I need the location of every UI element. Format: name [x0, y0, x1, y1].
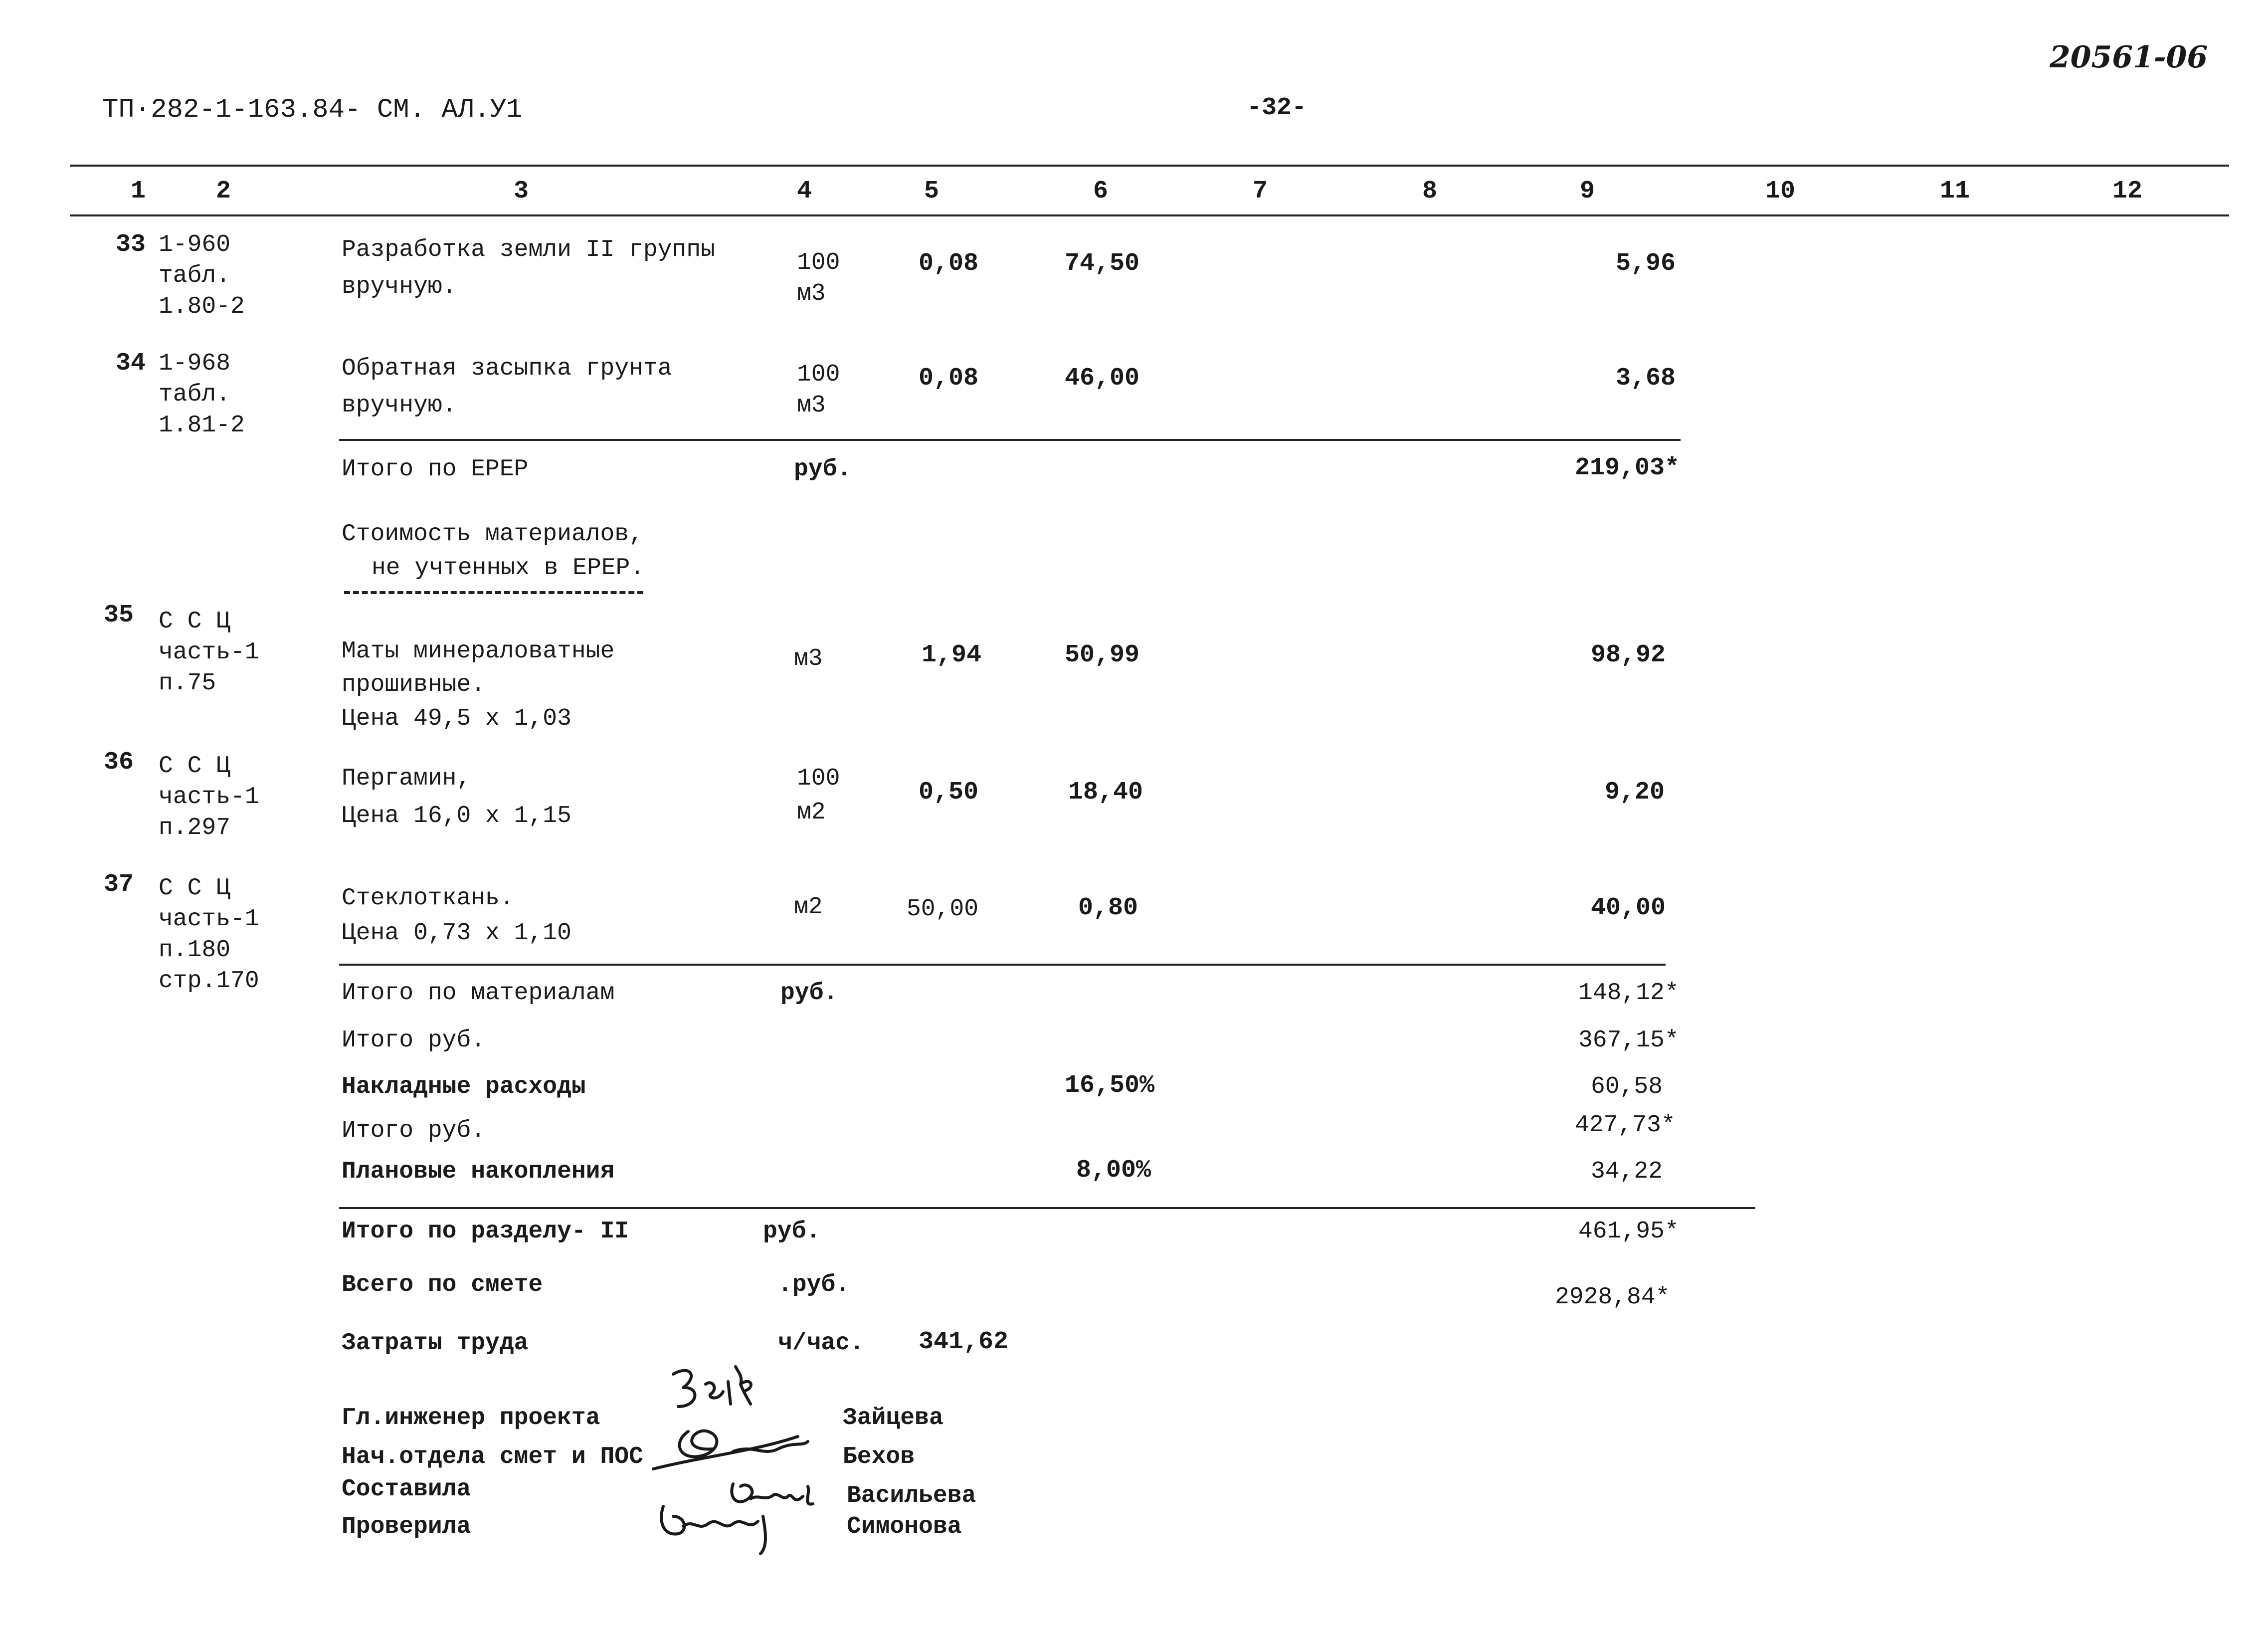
summary-label: Плановые накопления: [342, 1158, 615, 1185]
subtotal-erer-total: 219,03*: [1575, 454, 1680, 482]
table-row-total: 98,92: [1591, 641, 1666, 669]
summary-pct: 8,00%: [1076, 1156, 1151, 1185]
signature-simonova: [661, 1506, 765, 1554]
table-row-ref: С С Ц: [159, 608, 231, 635]
table-row-qty: 50,00: [907, 896, 979, 923]
table-row-total: 3,68: [1616, 364, 1676, 393]
signature-role: Гл.инженер проекта: [342, 1405, 600, 1432]
table-row-total: 5,96: [1616, 249, 1676, 278]
section-total-total: 461,95*: [1578, 1218, 1679, 1245]
materials-heading: Стоимость материалов,: [342, 521, 643, 548]
table-row-total: 9,20: [1605, 778, 1665, 807]
table-row-ref: табл.: [159, 381, 231, 408]
table-row-name: Обратная засыпка грунта: [342, 355, 672, 382]
table-row-ref: п.75: [159, 670, 216, 697]
table-row-name: Цена 16,0 х 1,15: [342, 803, 571, 829]
table-row-unit: м2: [797, 799, 826, 826]
summary-pct: 16,50%: [1065, 1071, 1155, 1100]
section-total-rule: [339, 1207, 1755, 1209]
table-row-ref: стр.170: [159, 968, 259, 995]
col-header-12: 12: [2112, 177, 2143, 205]
summary-total: 148,12*: [1578, 980, 1679, 1007]
table-row-total: 40,00: [1591, 894, 1666, 922]
summary-total: 427,73*: [1575, 1112, 1676, 1139]
table-row-ref: 1-960: [159, 231, 231, 258]
summary-total: 34,22: [1591, 1158, 1663, 1185]
labor-label: Затраты труда: [342, 1330, 529, 1357]
summary-total: 60,58: [1591, 1073, 1663, 1100]
table-row-no: 37: [104, 870, 134, 899]
table-row-ref: п.180: [159, 937, 231, 964]
table-row-name: вручную.: [342, 273, 457, 300]
table-row-name: Цена 49,5 х 1,03: [342, 705, 571, 732]
page-number: -32-: [1247, 94, 1307, 122]
table-row-unit: м3: [794, 645, 823, 672]
table-row-name: вручную.: [342, 392, 457, 419]
table-row-ref: С С Ц: [159, 875, 231, 902]
table-row-no: 34: [116, 349, 146, 378]
summary-total: 367,15*: [1578, 1027, 1679, 1054]
materials-heading: не учтенных в ЕРЕР.: [372, 555, 645, 582]
table-row-price: 74,50: [1065, 249, 1140, 278]
col-header-9: 9: [1580, 177, 1595, 205]
table-row-qty: 0,08: [919, 364, 979, 393]
col-header-3: 3: [514, 177, 529, 205]
signatures-handwritten: [643, 1357, 853, 1556]
summary-label: Итого по материалам: [342, 980, 615, 1007]
signature-name: Васильева: [847, 1482, 976, 1509]
table-row-no: 33: [116, 230, 146, 259]
signature-bekhov: [653, 1431, 808, 1469]
signature-name: Зайцева: [843, 1405, 944, 1432]
table-row-price: 46,00: [1065, 364, 1140, 393]
document-code: ТП·282-1-163.84- СМ. АЛ.У1: [102, 95, 523, 125]
table-row-price: 50,99: [1065, 641, 1140, 669]
section-total-label: Итого по разделу- II: [342, 1218, 629, 1245]
table-row-unit: 100: [797, 249, 840, 276]
summary-label: Итого руб.: [342, 1117, 486, 1144]
signature-name: Бехов: [843, 1443, 915, 1470]
table-row-unit: 100: [797, 765, 840, 792]
table-row-name: Стеклоткань.: [342, 885, 514, 912]
table-row-ref: часть-1: [159, 784, 259, 811]
table-row-ref: 1.80-2: [159, 293, 245, 320]
signature-zaitseva: [673, 1367, 751, 1407]
col-header-7: 7: [1253, 177, 1268, 205]
table-row-name: Маты минераловатные: [342, 638, 615, 665]
signature-role: Составила: [342, 1476, 471, 1503]
subtotal-erer-unit: руб.: [794, 456, 852, 483]
table-row-ref: С С Ц: [159, 753, 231, 780]
signature-role: Проверила: [342, 1513, 471, 1540]
table-row-ref: 1-968: [159, 350, 231, 377]
signature-name: Симонова: [847, 1513, 962, 1540]
table-row-price: 18,40: [1068, 778, 1143, 807]
col-header-6: 6: [1093, 177, 1109, 205]
labor-value: 341,62: [919, 1328, 1009, 1356]
signature-role: Нач.отдела смет и ПОС: [342, 1443, 643, 1470]
summary-label: Накладные расходы: [342, 1073, 586, 1100]
table-row-name: Пергамин,: [342, 765, 471, 792]
col-header-10: 10: [1765, 177, 1796, 205]
header-bottom-rule: [70, 214, 2229, 216]
labor-unit: ч/час.: [778, 1330, 864, 1357]
table-row-ref: 1.81-2: [159, 412, 245, 439]
grand-total-unit: .руб.: [778, 1271, 850, 1298]
summary-unit: руб.: [780, 980, 838, 1007]
table-row-ref: часть-1: [159, 639, 259, 666]
stamp-number: 20561-06: [2050, 40, 2208, 75]
col-header-8: 8: [1422, 177, 1438, 205]
table-row-name: Цена 0,73 х 1,10: [342, 920, 571, 947]
section-total-unit: руб.: [763, 1218, 821, 1245]
table-row-name: прошивные.: [342, 671, 486, 698]
signature-vasilyeva: [732, 1484, 813, 1504]
materials-total-rule: [339, 964, 1666, 966]
col-header-1: 1: [131, 177, 146, 205]
table-row-qty: 0,50: [919, 778, 979, 807]
table-row-unit: м3: [797, 392, 826, 419]
grand-total-total: 2928,84*: [1555, 1284, 1670, 1311]
subtotal-rule: [339, 439, 1681, 441]
col-header-4: 4: [797, 177, 812, 205]
table-row-unit: 100: [797, 361, 840, 388]
table-row-ref: п.297: [159, 815, 231, 841]
table-row-qty: 1,94: [922, 641, 982, 669]
table-row-no: 36: [104, 748, 134, 777]
grand-total-label: Всего по смете: [342, 1271, 543, 1298]
table-row-price: 0,80: [1078, 894, 1138, 922]
header-top-rule: [70, 165, 2229, 167]
col-header-11: 11: [1940, 177, 1970, 205]
table-row-unit: м3: [797, 280, 826, 307]
materials-heading-underline: [344, 591, 643, 594]
col-header-5: 5: [924, 177, 940, 205]
table-row-name: Разработка земли II группы: [342, 236, 715, 263]
summary-label: Итого руб.: [342, 1027, 486, 1054]
table-row-ref: табл.: [159, 262, 231, 289]
table-row-unit: м2: [794, 894, 823, 921]
col-header-2: 2: [216, 177, 231, 205]
table-row-no: 35: [104, 601, 134, 629]
subtotal-erer-label: Итого по ЕРЕР: [342, 456, 529, 483]
table-row-qty: 0,08: [919, 249, 979, 278]
table-row-ref: часть-1: [159, 906, 259, 933]
